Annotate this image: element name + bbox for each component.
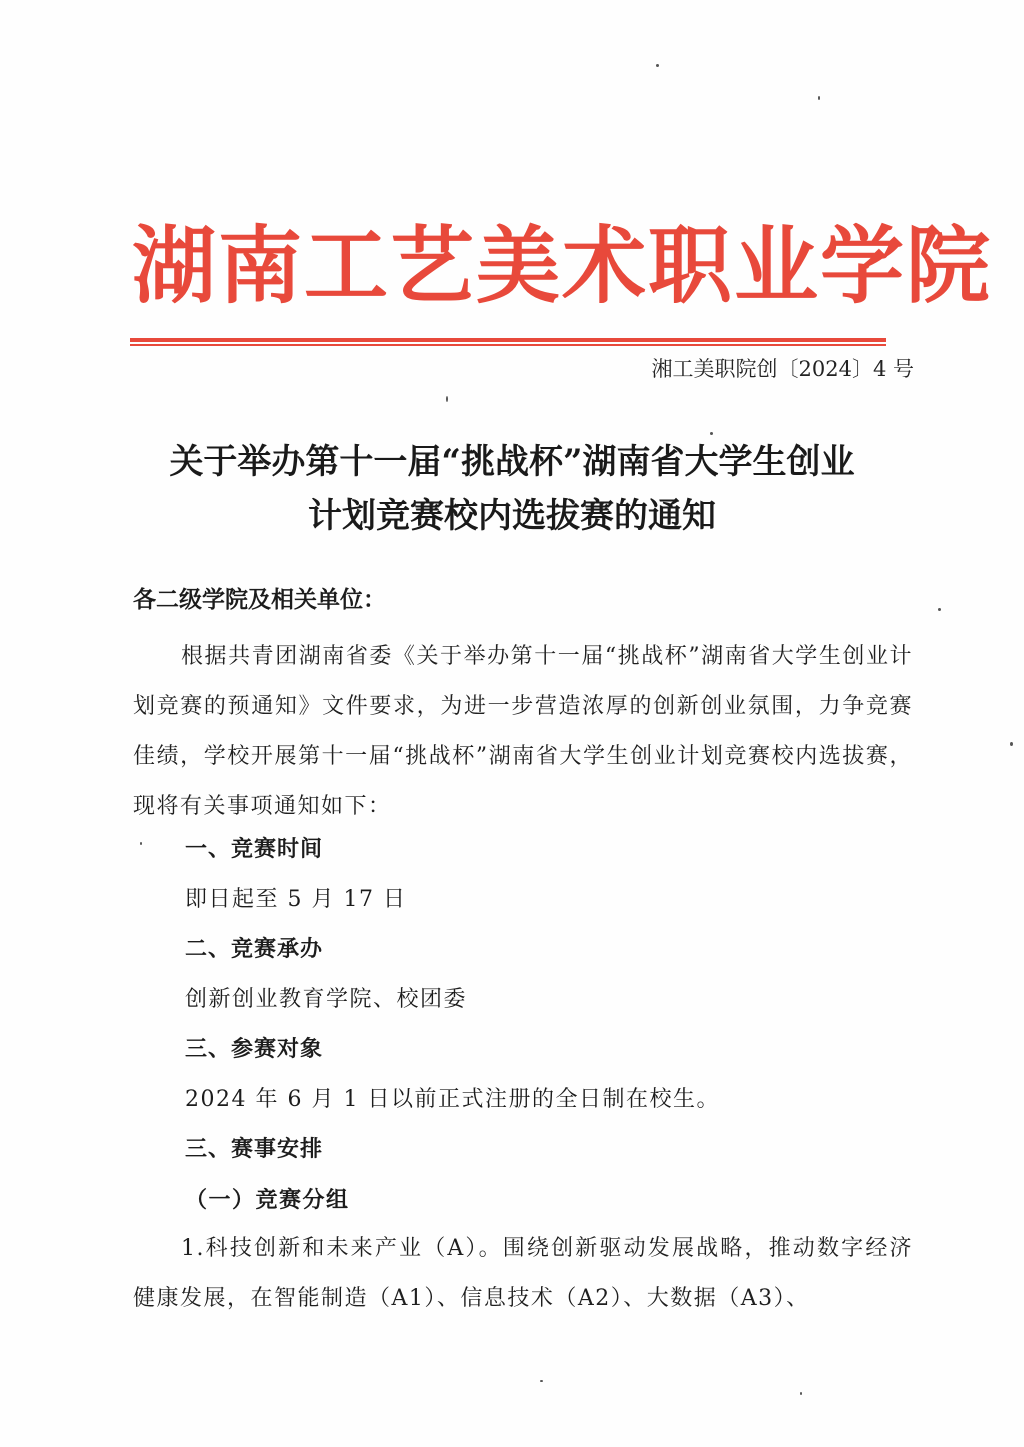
scan-speck [818, 96, 820, 100]
letterhead-red-rule-thin [130, 344, 886, 346]
letterhead-red-rule [130, 338, 886, 342]
subsection-heading-groups: （一）竞赛分组 [185, 1187, 350, 1213]
section-content-organizer: 创新创业教育学院、校团委 [185, 987, 468, 1012]
intro-paragraph: 根据共青团湖南省委《关于举办第十一届“挑战杯”湖南省大学生创业计划竞赛的预通知》文件要求，为进一步营造浓厚的创新创业氛围，力争竞赛佳绩，学校开展第十一届“挑战杯”湖南省大学生创业计划竞赛校内选拔赛，现将有关事项通知如下： [133, 644, 913, 819]
scan-speck [446, 396, 448, 402]
scan-speck [656, 64, 659, 67]
salutation: 各二级学院及相关单位： [133, 587, 386, 613]
section-heading-time: 一、竞赛时间 [185, 837, 324, 862]
letterhead-org-name: 湖南工艺美术职业学院 [132, 216, 993, 315]
scan-speck [540, 1380, 543, 1382]
document-title-line-2: 计划竞赛校内选拔赛的通知 [308, 496, 716, 536]
scan-speck [710, 432, 713, 435]
section-content-participants: 2024 年 6 月 1 日以前正式注册的全日制在校生。 [185, 1087, 720, 1112]
scan-speck [800, 1392, 802, 1395]
document-number: 湘工美职院创〔2024〕4 号 [651, 357, 914, 381]
scan-speck [1010, 742, 1013, 746]
section-heading-participants: 三、参赛对象 [185, 1037, 324, 1062]
section-heading-organizer: 二、竞赛承办 [185, 937, 324, 962]
scan-speck [140, 842, 142, 845]
scan-speck [938, 608, 941, 611]
document-title-line-1: 关于举办第十一届“挑战杯”湖南省大学生创业 [169, 442, 855, 482]
section-content-time: 即日起至 5 月 17 日 [185, 887, 407, 912]
item-1-paragraph: 1.科技创新和未来产业（A）。围绕创新驱动发展战略，推动数字经济健康发展，在智能制造（A1）、信息技术（A2）、大数据（A3）、 [133, 1236, 913, 1311]
section-heading-arrangement: 三、赛事安排 [185, 1137, 324, 1162]
